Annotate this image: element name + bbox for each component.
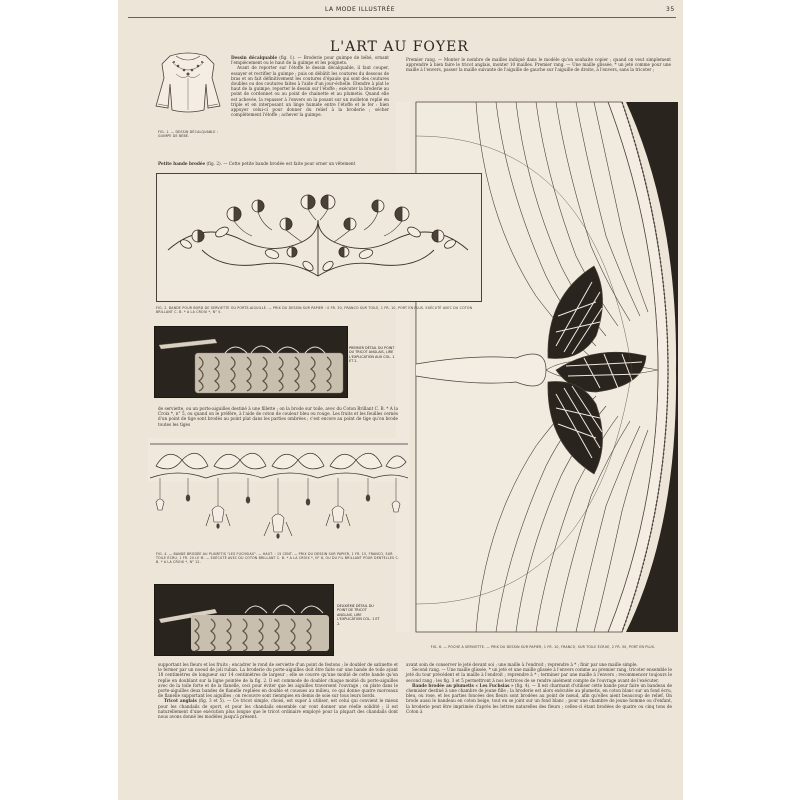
intro-line-1: Avant de reporter sur l'étoffe le dessin décalquable, il faut couper, essayer et rectifier la guimpe ; puis on débâtit les coutures du dessous de bras et on fait définitivement les coutures d'épaule qui sont des coutures doubles ou des coutures faites à l'aide d'un jour-échelle. Etendre à plat le haut de la guimpe, reporter le dessin sur l'étoffe ; exécuter la broderie au point de cordonnet ou au point de chainette et au plumetis. Quand elle est achevée, la repasser à l'envers on la posant sur un molleton replié en triple et en interposant un linge humide entre l'étoffe et le fer : bien appuyer celui-ci pour donner du relief à la broderie ; sécher complètement l'étoffe ; achever la guimpe.: [231, 65, 389, 118]
fig1-caption: FIG. 1. — DESSIN DÉCALQUABLE : GUIMPE DE BÉBÉ.: [158, 130, 219, 139]
intro-line-0: (fig. 1). — Broderie pour guimpe de bébé, ornant l'empiècement ou le haut de la guimpe et les poignets.: [231, 55, 389, 66]
header-rule: [128, 17, 676, 18]
bottom-col1-text: supportant les fleurs et les fruits ; encadrer le rond de serviette d'un point de festons ; le doubler de satinette et le fermer par un noeud de joli ruban. La broderie du porte-aiguilles doit être faite sur une bande de toile ayant 18 centimètres de longueur sur 14 centimètres de largeur ; elle se couvre qu'une moitié de cette bande qu'on replie en doublant sur la ligne pointée de la fig. 2. Il est commode de doubler chaque moitié du porte-aiguilles avec de la toile forte et de la flanelle, ceci pour éviter que les aiguilles traversent l'ouvrage ; on plate dans le porte-aiguilles deux bandes de flanelle repliées en double et cousues au milieu, ce qui donne quatre morceaux de flanelle supportant les aiguilles ; on recouvre sont rienmpies en demis de soie sur tous leurs bords.: [158, 662, 398, 699]
fuchsias-para: [406, 683, 672, 714]
fig4-caption: FIG. 4. — BANDE BRODÉE AU PLUMETIS "LES FUCHSIAS". — HAUT. : 15 CENT. — PRIX DU DESSIN SUR PAPIER, 1 FR. 15, FRANCO, SUR TOILE ÉCRU, 1 FR. 20 LE M. — EXÉCUTÉ AVEC DU COTON BRILLANT C. B. * A LA CROIX *, N° 8, OU DU FIL BRILLANT POUR DENTELLES C. B. * A LA CROIX *, N° 12.: [156, 552, 400, 565]
bottom-col1: [158, 662, 398, 719]
magazine-page: [118, 0, 683, 800]
fig3-knitting-photo: [154, 326, 348, 398]
embroidered-band-illustration: [162, 180, 474, 292]
fuchsias-heading: Bande brodée au plumetis « Les Fuchsias »: [412, 682, 514, 688]
second-rang-text: Second rang. — Une maille glissée, * un jeté et une maille glissée à l'envers comme au premier rang, tricoter ensemble le jeté du tour précédent et la maille à l'endroit ; reprendre à * ; terminer par une maille à l'envers ; recommencer toujours le second rang ; les fig. 3 et 5 permettront à nos lectrices de se rendre aisément compte de l'ouvrage avant de l'exécuter.: [406, 667, 672, 683]
journal-name: LA MODE ILLUSTRÉE: [325, 6, 395, 13]
petite-bande-heading: Petite bande brodée: [158, 161, 206, 166]
blouse-illustration: [148, 48, 228, 128]
intro-heading: Dessin décalquable: [231, 55, 278, 60]
fuchsias-text: (fig. 4). — Il est charmant d'utiliser cette bande pour faire un bandeau de chemisier destiné à une chambre de jeune fille ; la broderie est alors exécutée au plumetis, en coton blanc sur un fond écru, bleu, ou rose, et les parties foncées des fleurs sont brodées au point de nœud, afin qu'elles aient beaucoup de relief. On brode aussi le bandeau en coton beige, tout en se joint sur un fond blanc ; pour une chambre de jeune homme ou d'enfant, la broderie peut être imprimée d'après les lettres naturelles des fleurs ; celles-ci étant brodées de quatre ou cinq tons de Coton à: [406, 682, 672, 714]
fig3-label: PREMIER DÉTAIL DU POINT DU TRICOT ANGLAIS, LIRE L'EXPLICATION AUX COL. 1 ET 2.: [349, 346, 395, 364]
fuchsia-band-illustration: [148, 438, 410, 546]
intro-block: [231, 55, 389, 117]
petite-bande-para: [158, 161, 398, 166]
page-number: 35: [666, 6, 675, 13]
middle-text: de serviette, ou un porte-aiguilles destiné à une fillette ; on la brode sur toile, avec du Coton Brillant C. B. * A la Croix *, n° 5, ou quand on le préfère, à l'aide de coton de couleur bleu ou rouge. Les fruits et les feuilles cernés d'un point de tige sont brodés au point plat dans les parties ombrées ; c'est encore au point de tige qu'on brode toutes les tiges: [158, 406, 398, 427]
fig5-label: DEUXIÈME DÉTAIL DU POINT DE TRICOT ANGLAIS, LIRE L'EXPLICATION COL. 1 ET 2.: [337, 604, 380, 626]
petite-bande-text: (fig. 2). — Cette petite bande brodée est faite pour orner un vêtement: [206, 161, 356, 166]
tricot-anglais-text: (fig. 3 et 5). — Ce tricot simple, choisi, est super à utiliser, est celui qui convient le mieux pour les chandails de sport, et pour les chandails ensemble car vont donner une réelle solidité ; il est naturellement d'une exécution plus longue que le tricot ordinaire employé pour la plupart des chandails dont nous avons donné les modèles jusqu'à présent.: [158, 698, 399, 720]
bottom-col2-text: avant soin de conserver le jeté devant soi ; une maille à l'endroit ; reprendre à * ; finir par une maille simple.: [406, 662, 638, 667]
page-title: L'ART AU FOYER: [330, 39, 469, 55]
fig6-caption: FIG. 6. — POCHE A SERVIETTE. — PRIX DU DESSIN SUR PAPIER, 1 FR. 10, FRANCO, SUR TOILE ÉCRUE, 2 FR. 50, PORT EN PLUS.: [430, 645, 656, 649]
right-top-text: Premier rang. — Monter le nombre de mailles indiqué dans le modèle qu'on souhaite copier ; quand on veut simplement apprendre à bien faire le tricot anglais, monter 10 mailles. Premier rang. — Une maille glissée, * un jeté comme pour une maille à l'envers, passer la maille suivante de l'aiguille de gauche sur l'aiguille de droite, à l'envers, sans la tricoter ;: [406, 57, 671, 73]
tricot-anglais-heading: Tricot anglais: [164, 698, 197, 704]
tricot-anglais-para: [158, 698, 398, 719]
bottom-col2: [406, 662, 672, 714]
knitting-stitches-1: [155, 327, 347, 397]
knitting-stitches-2: [155, 585, 333, 655]
fig5-knitting-photo: [154, 584, 334, 656]
fig2-caption: FIG. 2. BANDE POUR BORD DE SERVIETTE OU PORTE-AIGUILLE. — PRIX DU DESSIN SUR PAPIER : 0 FR. 30, FRANCO SUR TOILE, 1 FR. 10, PORT EN PLUS. EXÉCUTÉ AVEC DU COTON BRILLANT C. B. * A LA CROIX *, N° 5.: [156, 306, 473, 315]
